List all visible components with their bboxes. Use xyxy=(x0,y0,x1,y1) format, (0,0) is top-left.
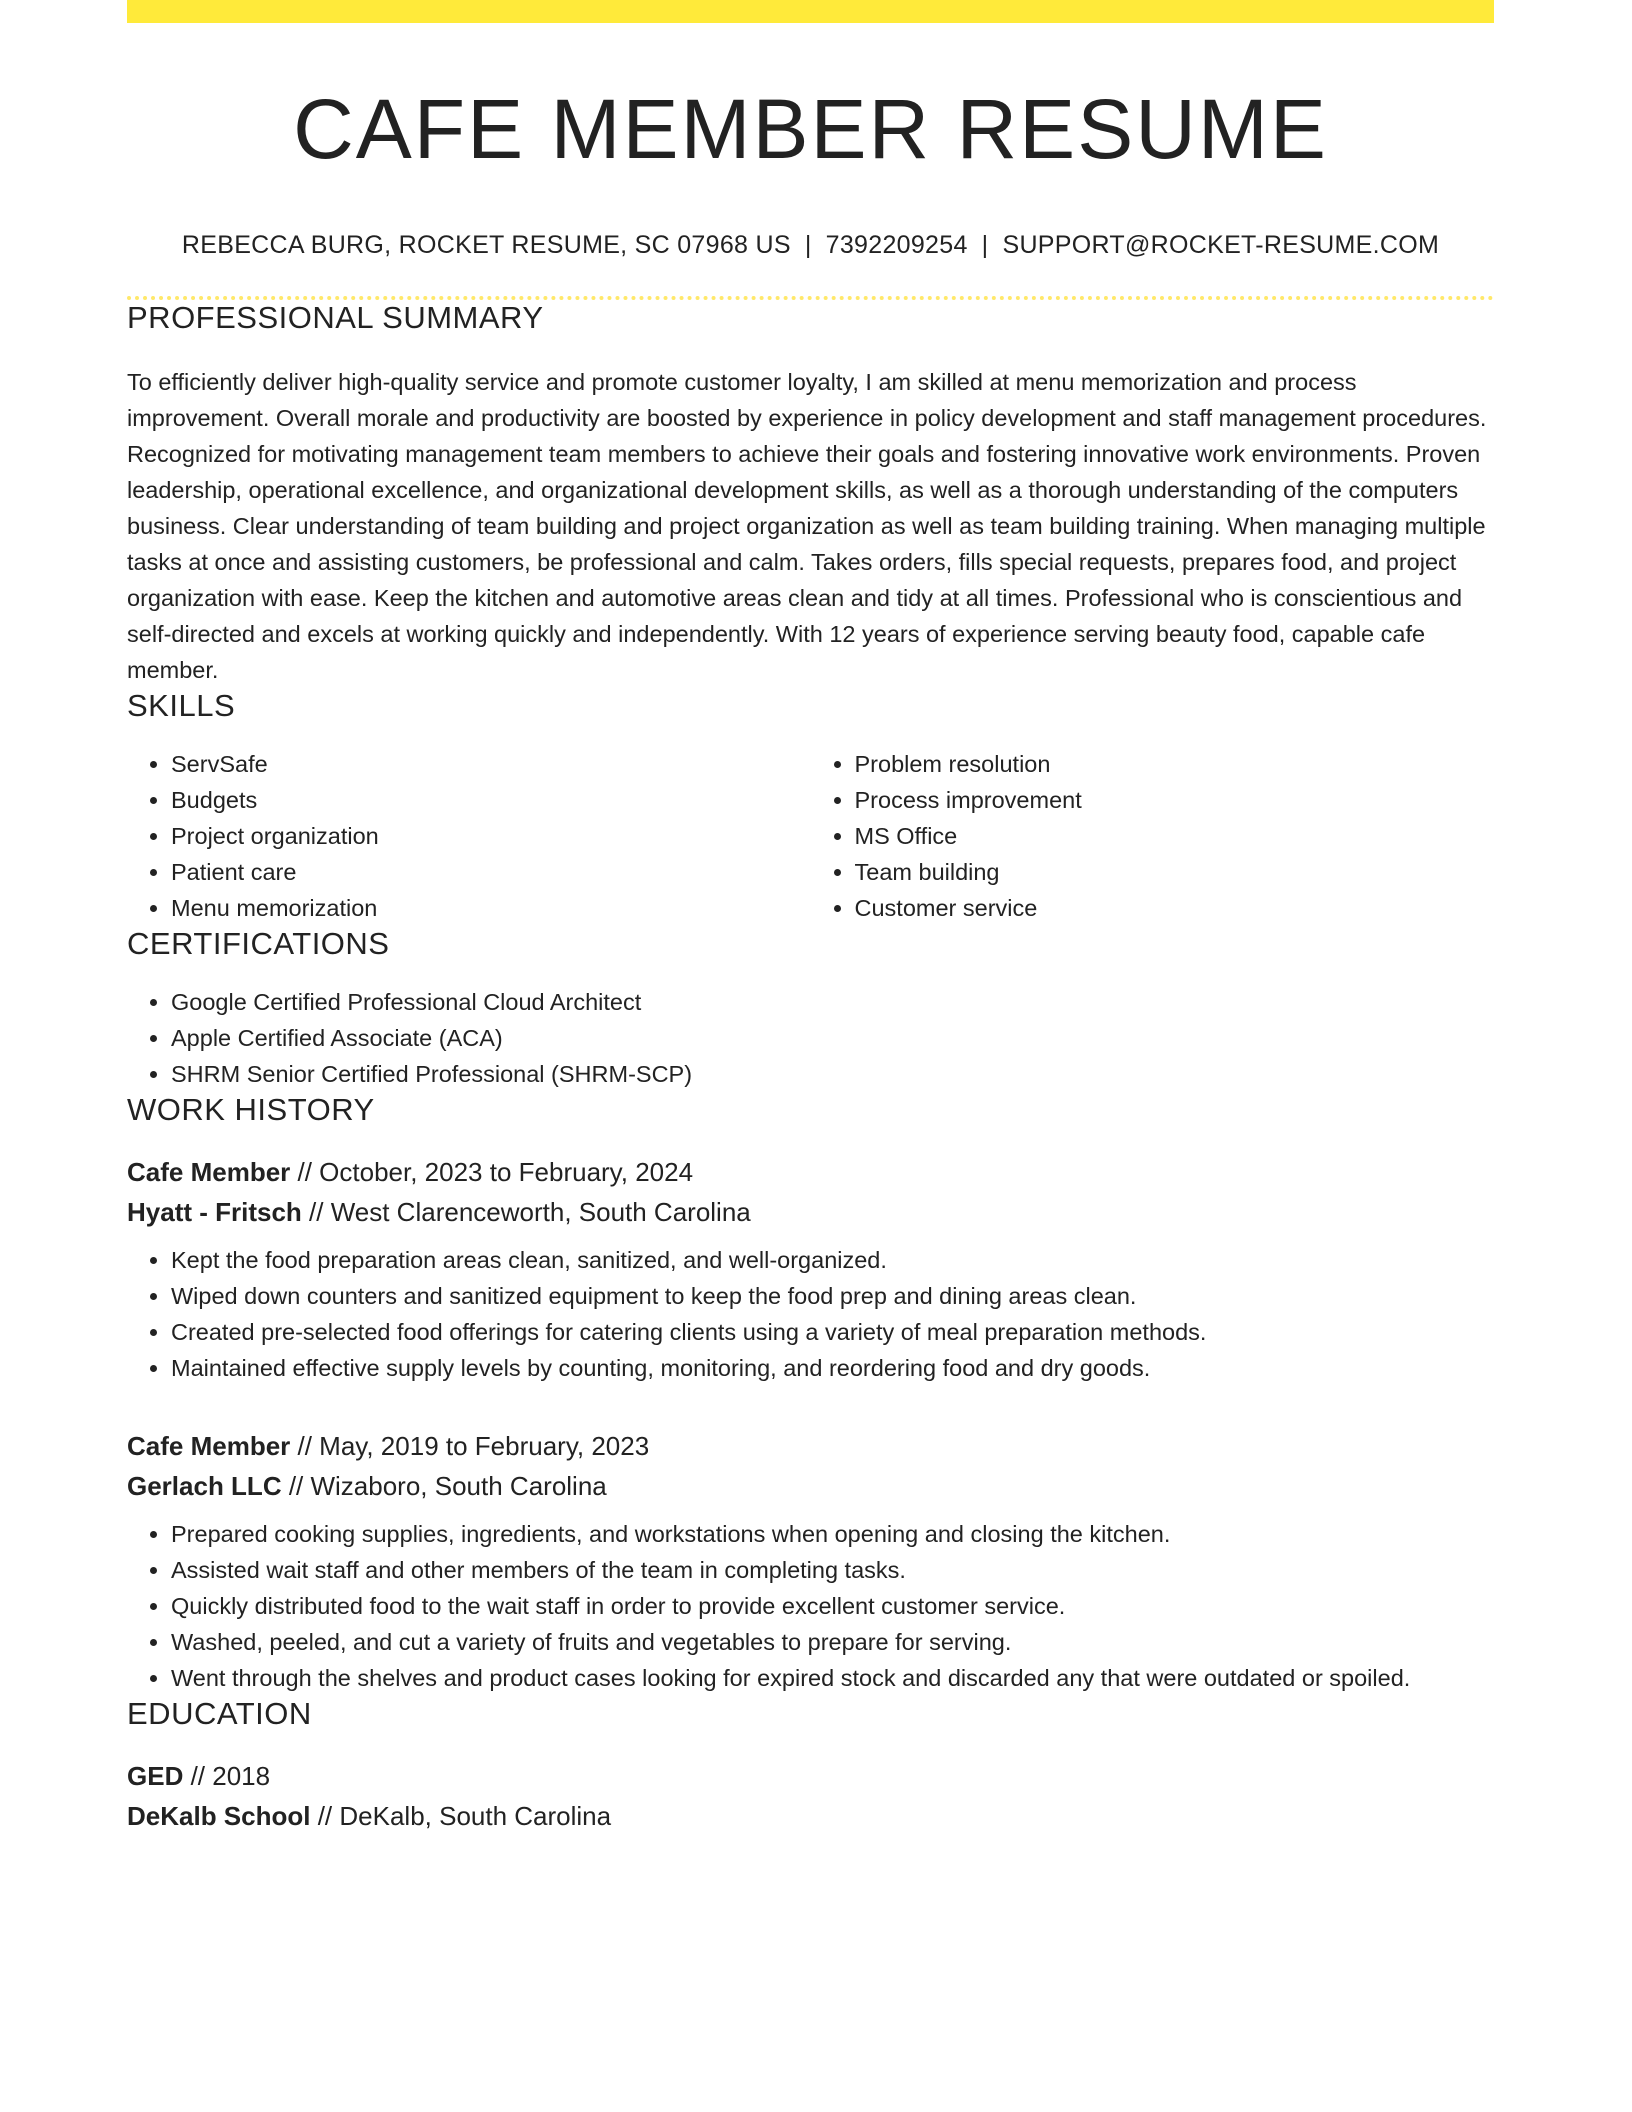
education-entry xyxy=(127,1756,1494,1836)
job-bullet: • Assisted wait staff and other members of the team in completing tasks. xyxy=(171,1552,1494,1588)
skill-item: • MS Office xyxy=(855,818,1495,854)
skill-item: • Project organization xyxy=(171,818,811,854)
job-bullet: • Maintained effective supply levels by counting, monitoring, and reordering food and dry goods. xyxy=(171,1350,1494,1386)
job-bullets xyxy=(127,1516,1494,1696)
job-bullet: • Created pre-selected food offerings for catering clients using a variety of meal preparation methods. xyxy=(171,1314,1494,1350)
job-location: // West Clarenceworth, South Carolina xyxy=(301,1197,751,1228)
certification-item: • Google Certified Professional Cloud Architect xyxy=(171,984,1494,1020)
education-heading: EDUCATION xyxy=(127,1696,312,1732)
education-year: // 2018 xyxy=(183,1761,271,1792)
education-location: // DeKalb, South Carolina xyxy=(310,1801,612,1832)
skill-item: • Menu memorization xyxy=(171,890,811,926)
job-company: Gerlach LLC xyxy=(127,1471,282,1502)
skill-item: • Process improvement xyxy=(855,782,1495,818)
contact-phone: 7392209254 xyxy=(825,231,968,260)
job-bullet: • Went through the shelves and product cases looking for expired stock and discarded any that were outdated or spoiled. xyxy=(171,1660,1494,1696)
skills-columns xyxy=(127,746,1494,926)
skills-list-right xyxy=(811,746,1495,926)
certification-item: • Apple Certified Associate (ACA) xyxy=(171,1020,1494,1056)
skill-item: • ServSafe xyxy=(171,746,811,782)
job-title-line xyxy=(127,1152,1494,1192)
summary-text: To efficiently deliver high-quality service and promote customer loyalty, I am skilled at menu memorization and process improvement. Overall morale and productivity are boosted by experience in policy development and staff management procedures. Recognized for motivating management team members to achieve their goals and fostering innovative work environments. Proven leadership, operational excellence, and organizational development skills, as well as a thorough understanding of the computers business. Clear understanding of team building and project organization as well as team building training. When managing multiple tasks at once and assisting customers, be professional and calm. Takes orders, fills special requests, prepares food, and project organization with ease. Keep the kitchen and automotive areas clean and tidy at all times. Professional who is conscientious and self-directed and excels at working quickly and independently. With 12 years of experience serving beauty food, capable cafe member. xyxy=(127,369,1487,684)
job-title: Cafe Member xyxy=(127,1157,291,1188)
certifications-heading: CERTIFICATIONS xyxy=(127,926,390,962)
work-history-heading: WORK HISTORY xyxy=(127,1092,375,1128)
job-bullet: • Washed, peeled, and cut a variety of fruits and vegetables to prepare for serving. xyxy=(171,1624,1494,1660)
contact-separator: | xyxy=(804,231,812,260)
skill-item: • Patient care xyxy=(171,854,811,890)
job-title-line xyxy=(127,1426,1494,1466)
education-school: DeKalb School xyxy=(127,1801,311,1832)
skill-item: • Problem resolution xyxy=(855,746,1495,782)
resume-content xyxy=(127,23,1494,1836)
job-company: Hyatt - Fritsch xyxy=(127,1197,302,1228)
job-location: // Wizaboro, South Carolina xyxy=(281,1471,607,1502)
education-degree-line xyxy=(127,1756,1494,1796)
job-bullets xyxy=(127,1242,1494,1386)
job-entry xyxy=(127,1152,1494,1386)
contact-address: REBECCA BURG, ROCKET RESUME, SC 07968 US xyxy=(181,231,791,260)
education-school-line xyxy=(127,1796,1494,1836)
job-bullet: • Prepared cooking supplies, ingredients, and workstations when opening and closing the kitchen. xyxy=(171,1516,1494,1552)
skill-item: • Customer service xyxy=(855,890,1495,926)
skills-heading: SKILLS xyxy=(127,688,236,724)
job-company-line xyxy=(127,1192,1494,1232)
certification-item: • SHRM Senior Certified Professional (SHRM-SCP) xyxy=(171,1056,1494,1092)
contact-line xyxy=(127,231,1494,260)
job-title: Cafe Member xyxy=(127,1431,291,1462)
job-bullet: • Wiped down counters and sanitized equipment to keep the food prep and dining areas clean. xyxy=(171,1278,1494,1314)
summary-heading: PROFESSIONAL SUMMARY xyxy=(127,300,544,336)
contact-separator: | xyxy=(981,231,989,260)
job-dates: // October, 2023 to February, 2024 xyxy=(290,1157,694,1188)
skill-item: • Budgets xyxy=(171,782,811,818)
accent-bar xyxy=(127,0,1494,23)
job-company-line xyxy=(127,1466,1494,1506)
job-bullet: • Kept the food preparation areas clean, sanitized, and well-organized. xyxy=(171,1242,1494,1278)
job-bullet: • Quickly distributed food to the wait staff in order to provide excellent customer service. xyxy=(171,1588,1494,1624)
job-entry xyxy=(127,1426,1494,1696)
job-dates: // May, 2019 to February, 2023 xyxy=(290,1431,650,1462)
skill-item: • Team building xyxy=(855,854,1495,890)
resume-title: CAFE MEMBER RESUME xyxy=(293,82,1328,176)
skills-list-left xyxy=(127,746,811,926)
certifications-list xyxy=(127,984,1494,1092)
contact-email: SUPPORT@ROCKET-RESUME.COM xyxy=(1002,231,1440,260)
education-degree: GED xyxy=(127,1761,184,1792)
